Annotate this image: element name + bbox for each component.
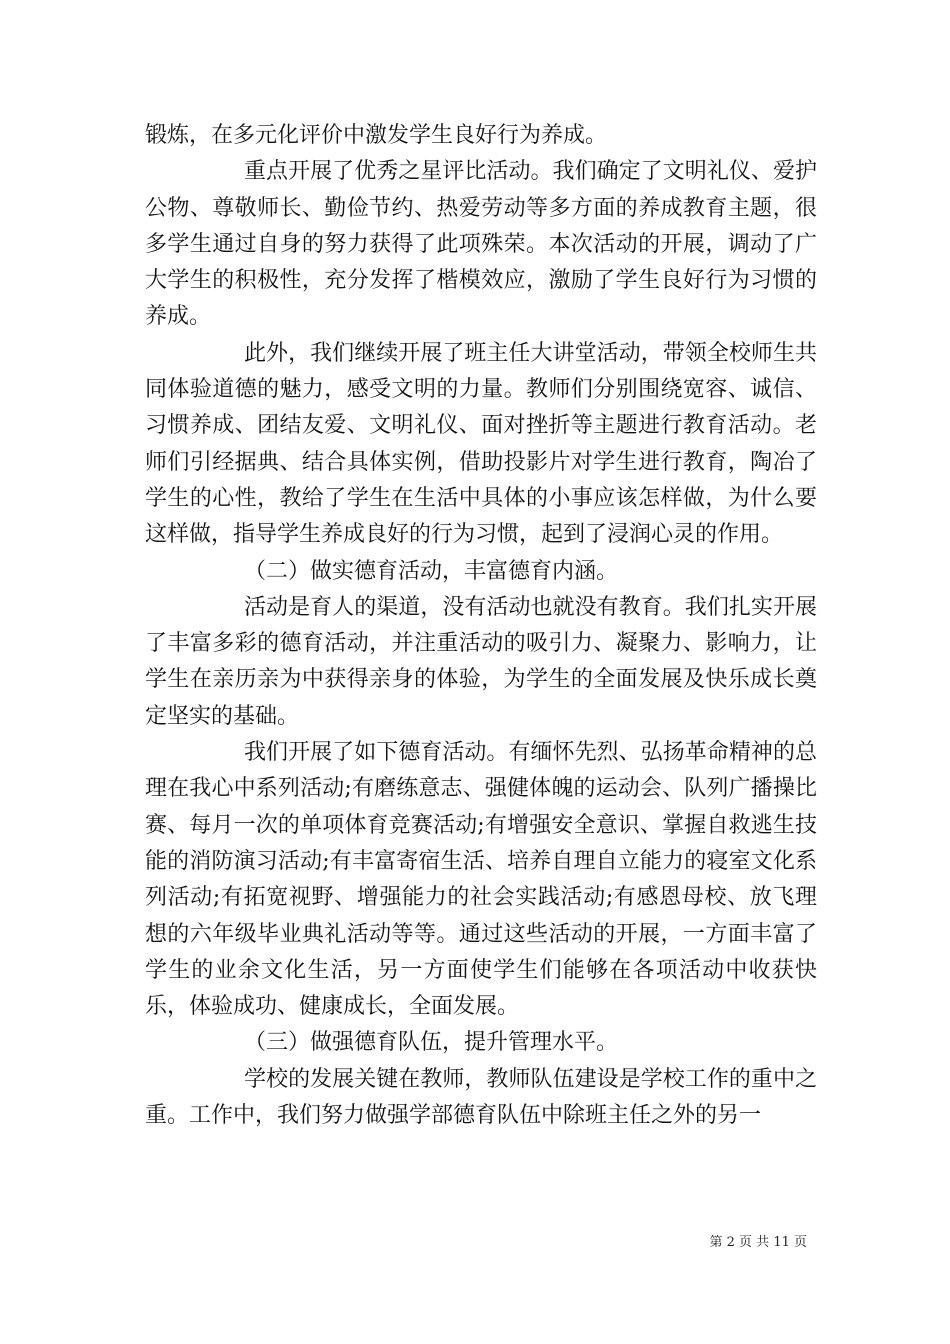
paragraph: 锻炼，在多元化评价中激发学生良好行为养成。 (145, 123, 608, 148)
paragraph: 活动是育人的渠道，没有活动也就没有教育。我们扎实开展了丰富多彩的德育活动，并注重活动的吸引力、凝聚力、影响力，让学生在亲历亲为中获得亲身的体验，为学生的全面发展及快乐成长奠定坚实的基础。 (145, 594, 817, 729)
paragraph: 此外，我们继续开展了班主任大讲堂活动，带领全校师生共同体验道德的魅力，感受文明的力量。教师们分别围绕宽容、诚信、习惯养成、团结友爱、文明礼仪、面对挫折等主题进行教育活动。老师们引经据典、结合具体实例，借助投影片对学生进行教育，陶冶了学生的心性，教给了学生在生活中具体的小事应该怎样做，为什么要这样做，指导学生养成良好的行为习惯，起到了浸润心灵的作用。 (145, 340, 817, 548)
paragraph: 重点开展了优秀之星评比活动。我们确定了文明礼仪、爱护公物、尊敬师长、勤俭节约、热爱劳动等多方面的养成教育主题，很多学生通过自身的努力获得了此项殊荣。本次活动的开展，调动了广大学生的积极性，充分发挥了楷模效应，激励了学生良好行为习惯的养成。 (145, 159, 817, 330)
section-heading: （三）做强德育队伍，提升管理水平。 (244, 1030, 619, 1056)
page-number-footer: 第 2 页 共 11 页 (709, 1235, 807, 1250)
paragraph: 我们开展了如下德育活动。有缅怀先烈、弘扬革命精神的总理在我心中系列活动;有磨练意志、强健体魄的运动会、队列广播操比赛、每月一次的单项体育竞赛活动;有增强安全意识、掌握自救逃生技能的消防演习活动;有丰富寄宿生活、培养自理自立能力的寝室文化系列活动;有拓宽视野、增强能力的社会实践活动;有感恩母校、放飞理想的六年级毕业典礼活动等等。通过这些活动的开展，一方面丰富了学生的业余文化生活，另一方面使学生们能够在各项活动中收获快乐，体验成功、健康成长，全面发展。 (145, 740, 817, 1020)
document-body (145, 118, 817, 1134)
section-heading: （二）做实德育活动，丰富德育内涵。 (244, 558, 619, 584)
paragraph: 学校的发展关键在教师，教师队伍建设是学校工作的重中之重。工作中，我们努力做强学部德育队伍中除班主任之外的另一 (145, 1066, 817, 1129)
